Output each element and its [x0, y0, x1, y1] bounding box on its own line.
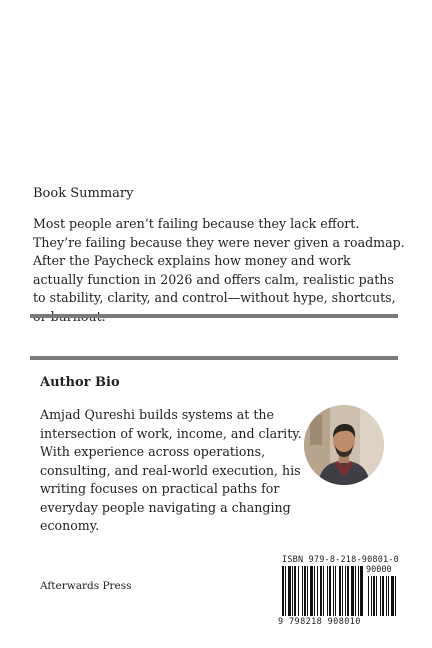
- publisher-name: Afterwards Press: [40, 580, 132, 592]
- divider-top: [30, 314, 398, 318]
- author-photo-illustration: [304, 405, 384, 485]
- divider-bottom: [30, 356, 398, 360]
- book-summary-text: Most people aren’t failing because they lack effort. They’re failing because they were never given a roadmap. After the Paycheck explains how money and work actually function in 2026 and offers calm, realistic paths to stability, clarity, and control—without hype, shortcuts,: [33, 216, 405, 305]
- author-photo: [304, 405, 384, 485]
- author-bio-heading: Author Bio: [40, 375, 120, 390]
- book-summary-heading: Book Summary: [33, 186, 134, 201]
- isbn-addon-digits: 90000: [366, 565, 392, 575]
- isbn-label: ISBN 979-8-218-90801-0: [282, 555, 399, 565]
- isbn-barcode-digits: 9 798218 908010: [278, 617, 361, 627]
- author-bio-text: Amjad Qureshi builds systems at the intersection of work, income, and clarity. With experience across operations, consulting, and real-world execution, his writing focuses on practical paths for everyday people navigating a changing economy.: [40, 407, 302, 533]
- isbn-barcode-block: [278, 555, 400, 629]
